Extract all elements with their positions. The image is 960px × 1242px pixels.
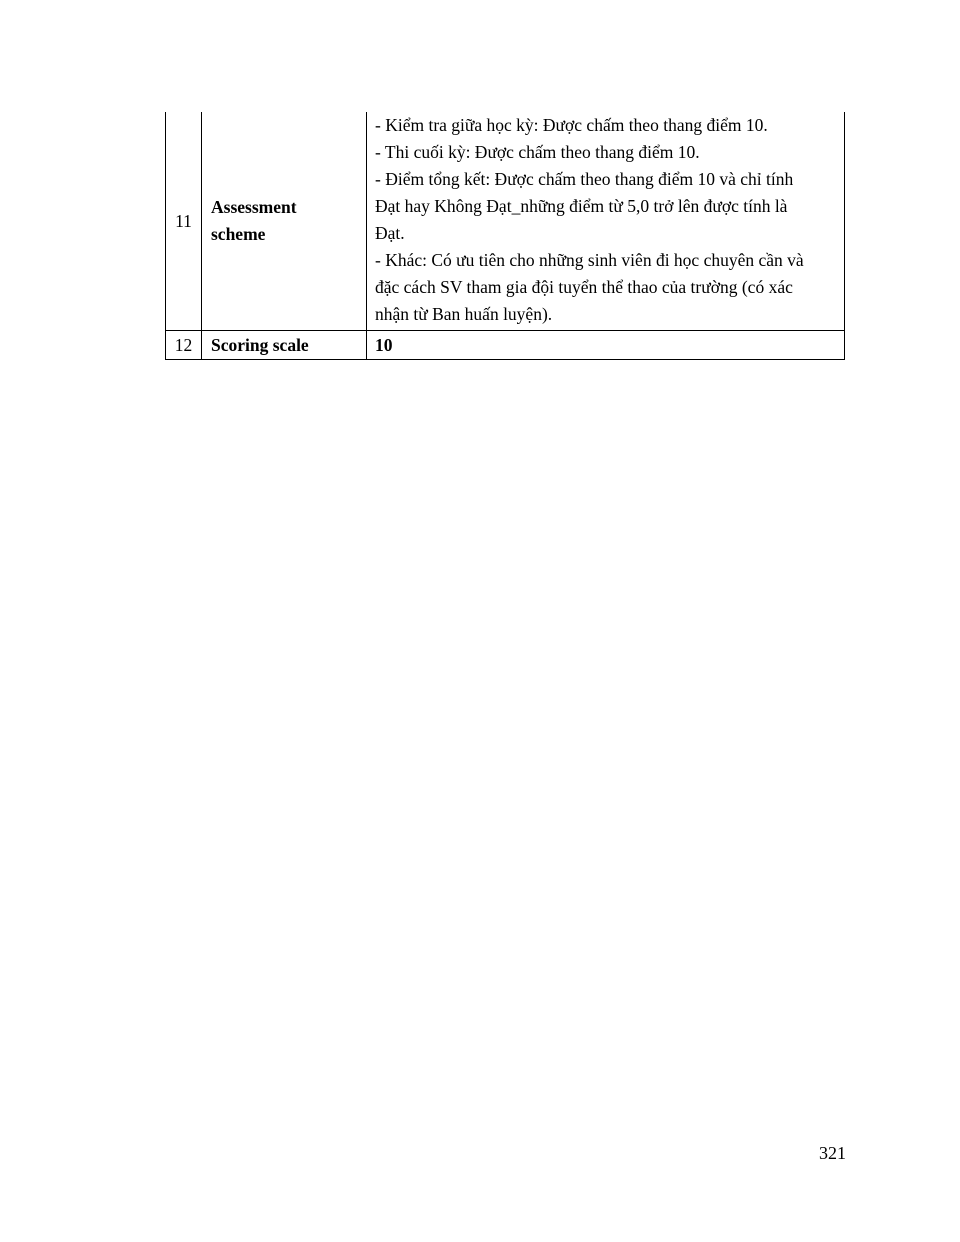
content-line: Đạt hay Không Đạt_những điểm từ 5,0 trở lên được tính là xyxy=(375,196,788,216)
curriculum-table xyxy=(165,112,845,360)
page-number: 321 xyxy=(819,1143,846,1163)
label-line: Assessment xyxy=(211,197,297,217)
content-line: - Kiểm tra giữa học kỳ: Được chấm theo thang điểm 10. xyxy=(375,115,768,135)
row-content-cell xyxy=(367,112,845,331)
content-line: đặc cách SV tham gia đội tuyển thể thao của trường (có xác xyxy=(375,277,793,297)
label-line: scheme xyxy=(211,224,266,244)
row-number-cell: 12 xyxy=(166,331,202,360)
content-line: - Khác: Có ưu tiên cho những sinh viên đi học chuyên cần và xyxy=(375,250,804,270)
row-label-cell xyxy=(202,112,367,331)
table-row-scoring-scale xyxy=(166,331,845,360)
row-number-cell: 11 xyxy=(166,112,202,331)
row-content-cell: 10 xyxy=(367,331,845,360)
content-line: - Điểm tổng kết: Được chấm theo thang điểm 10 và chỉ tính xyxy=(375,169,794,189)
content-line: nhận từ Ban huấn luyện). xyxy=(375,304,553,324)
row-label-cell: Scoring scale xyxy=(202,331,367,360)
table-row-assessment-scheme xyxy=(166,112,845,331)
content-line: Đạt. xyxy=(375,223,405,243)
content-line: - Thi cuối kỳ: Được chấm theo thang điểm 10. xyxy=(375,142,700,162)
